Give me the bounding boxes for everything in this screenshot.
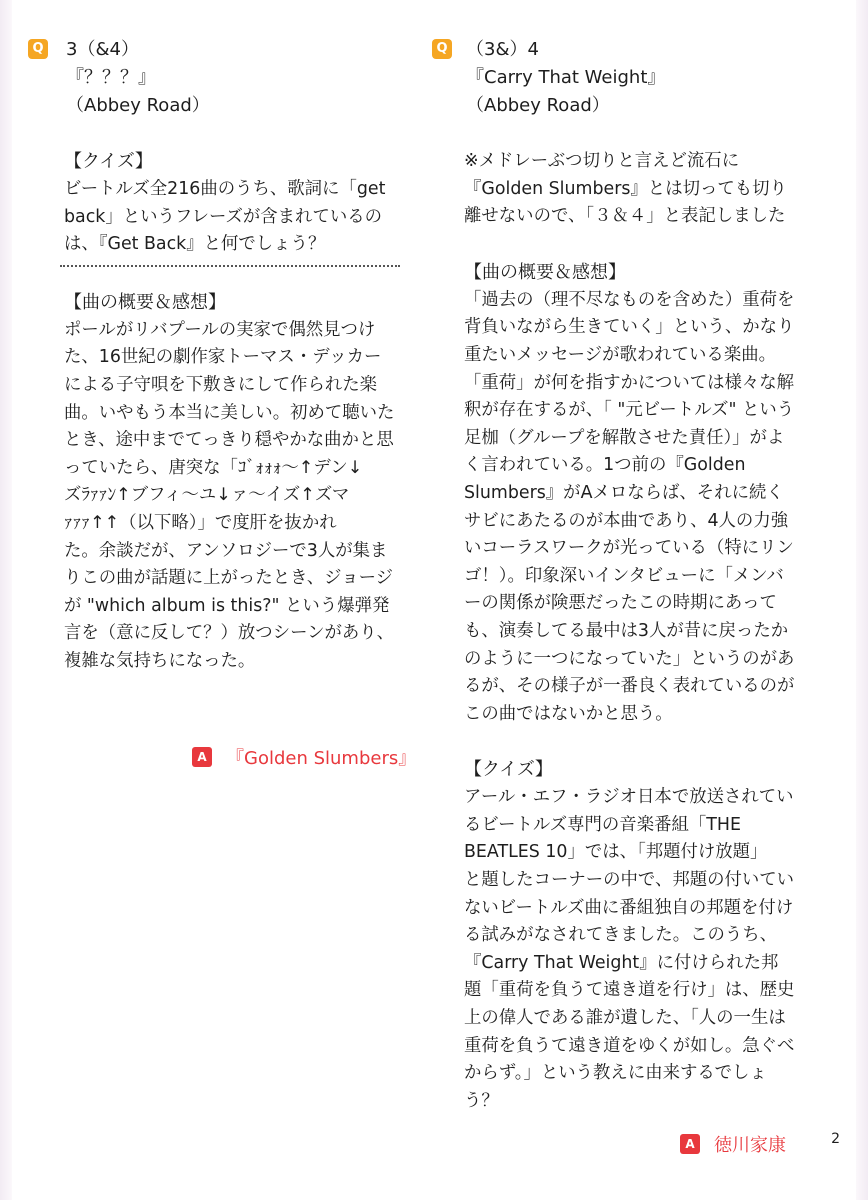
quiz-line: 『Carry That Weight』に付けられた邦 [464,952,779,973]
quiz-line: う？ [464,1090,499,1111]
overview-line: ーの関係が険悪だったこの時期にあって [464,593,777,614]
song-title: 『？？？』 [66,67,156,88]
page-number: 2 [831,1131,840,1147]
overview-line: とき、途中までてっきり穏やかな曲かと思 [64,430,394,451]
overview-line: ポールがリバプールの実家で偶然見つけ [64,319,376,340]
answer-row-left [192,744,416,770]
overview-line: 言を（意に反して？）放つシーンがあり、 [64,623,395,644]
overview-line: 「過去の（理不尽なものを含めた）重荷を [464,289,795,310]
note-line: ※メドレーぶつ切りと言えど流石に [464,151,740,171]
answer-text: 『Golden Slumbers』 [226,748,417,769]
note-line: 『Golden Slumbers』とは切っても切り [464,178,787,199]
overview-line: サビにあたるのが本曲であり、4人の力強 [464,510,789,531]
dotted-divider [60,265,400,267]
overview-line: た、16世紀の劇作家トーマス・デッカー [64,347,382,368]
overview-line: が "which album is this?" という爆弾発 [64,595,390,616]
quiz-line: 題「重荷を負うて遠き道を行け」は、歴史 [464,980,795,1001]
quiz-line: る試みがなされてきました。このうち、 [464,925,778,946]
overview-section [432,259,852,729]
quiz-label: 【クイズ】 [64,151,153,172]
quiz-line: BEATLES 10」では、「邦題付け放題」 [464,842,768,863]
album-name: （Abbey Road） [66,95,210,116]
song-number: 3（&4） [66,39,139,60]
note-section [432,148,852,231]
quiz-line: ないビートルズ曲に番組独自の邦題を付け [464,897,794,918]
overview-section [28,289,428,676]
answer-row-right [680,1131,786,1157]
answer-badge: A [680,1134,700,1154]
answer-text: 徳川家康 [714,1135,786,1156]
question-title [466,36,665,120]
overview-line: この曲ではないかと思う。 [464,703,673,724]
overview-line: 背負いながら生きていく」という、かなり [464,317,795,338]
album-name: （Abbey Road） [466,95,610,116]
quiz-line: 重荷を負うて遠き道をゆくが如し。急ぐべ [464,1035,795,1056]
overview-line: Slumbers』がAメロならば、それに続く [464,482,784,503]
quiz-line: るビートルズ専門の音楽番組「THE [464,814,741,835]
overview-line: 足枷（グループを解散させた責任）」がよ [464,427,785,448]
quiz-line: からず。」という教えに由来するでしょ [464,1063,767,1084]
question-badge: Q [432,39,452,59]
question-title [62,36,210,120]
overview-label: 【曲の概要＆感想】 [64,291,226,313]
song-title: 『Carry That Weight』 [466,67,666,88]
page-edge-right [856,0,868,1200]
note-line: 離せないので、「３＆４」と表記しました [464,206,786,227]
overview-line: りこの曲が話題に上がったとき、ジョージ [64,568,394,589]
overview-line: 曲。いやもう本当に美しい。初めて聴いた [64,402,395,423]
question-header [432,36,852,120]
quiz-line: と題したコーナーの中で、邦題の付いてい [464,870,795,891]
quiz-section [28,148,428,259]
overview-line: 釈が存在するが、「 "元ビートルズ" という [464,400,795,421]
answer-badge: A [192,747,212,767]
question-badge: Q [28,39,48,59]
overview-line: っていたら、唐突な「ｺﾞｫｫｫ～↑デン↓ [64,457,363,478]
overview-line: ゴ！）。印象深いインタビューに「メンバ [464,565,784,586]
overview-line: のように一つになっていた」というのがあ [464,648,795,669]
left-column [28,36,428,676]
overview-line: た。余談だが、アンソロジーで3人が集ま [64,540,388,561]
overview-label: 【曲の概要＆感想】 [464,261,626,283]
overview-line: 複雑な気持ちになった。 [64,650,256,671]
right-column [432,36,852,1115]
overview-line: いコーラスワークが光っている（特にリン [464,538,794,559]
question-header [28,36,428,120]
overview-line: ズﾗｧｧﾝ↑ブフィ～ユ↓ァ～イズ↑ズマ [64,485,350,506]
quiz-label: 【クイズ】 [464,759,553,781]
quiz-line: ビートルズ全216曲のうち、歌詞に「get [64,179,386,199]
quiz-line: 上の偉人である誰が遺した、「人の一生は [464,1008,786,1029]
overview-line: ｧｧｧ↑↑（以下略）」で度肝を抜かれ [64,512,337,533]
overview-line: も、演奏してる最中は3人が昔に戻ったか [464,620,789,641]
song-number: （3&）4 [466,39,539,60]
overview-line: による子守唄を下敷きにして作られた楽 [64,374,378,395]
quiz-section [432,756,852,1115]
page-edge-left [0,0,12,1200]
quiz-line: は、『Get Back』と何でしょう？ [64,234,326,255]
overview-line: 「重荷」が何を指すかについては様々な解 [464,372,795,393]
quiz-line: back」というフレーズが含まれているの [64,206,383,227]
overview-line: 重たいメッセージが歌われている楽曲。 [464,344,776,365]
quiz-line: アール・エフ・ラジオ日本で放送されてい [464,787,794,808]
overview-line: く言われている。1つ前の『Golden [464,455,746,476]
overview-line: るが、その様子が一番良く表れているのが [464,676,795,697]
